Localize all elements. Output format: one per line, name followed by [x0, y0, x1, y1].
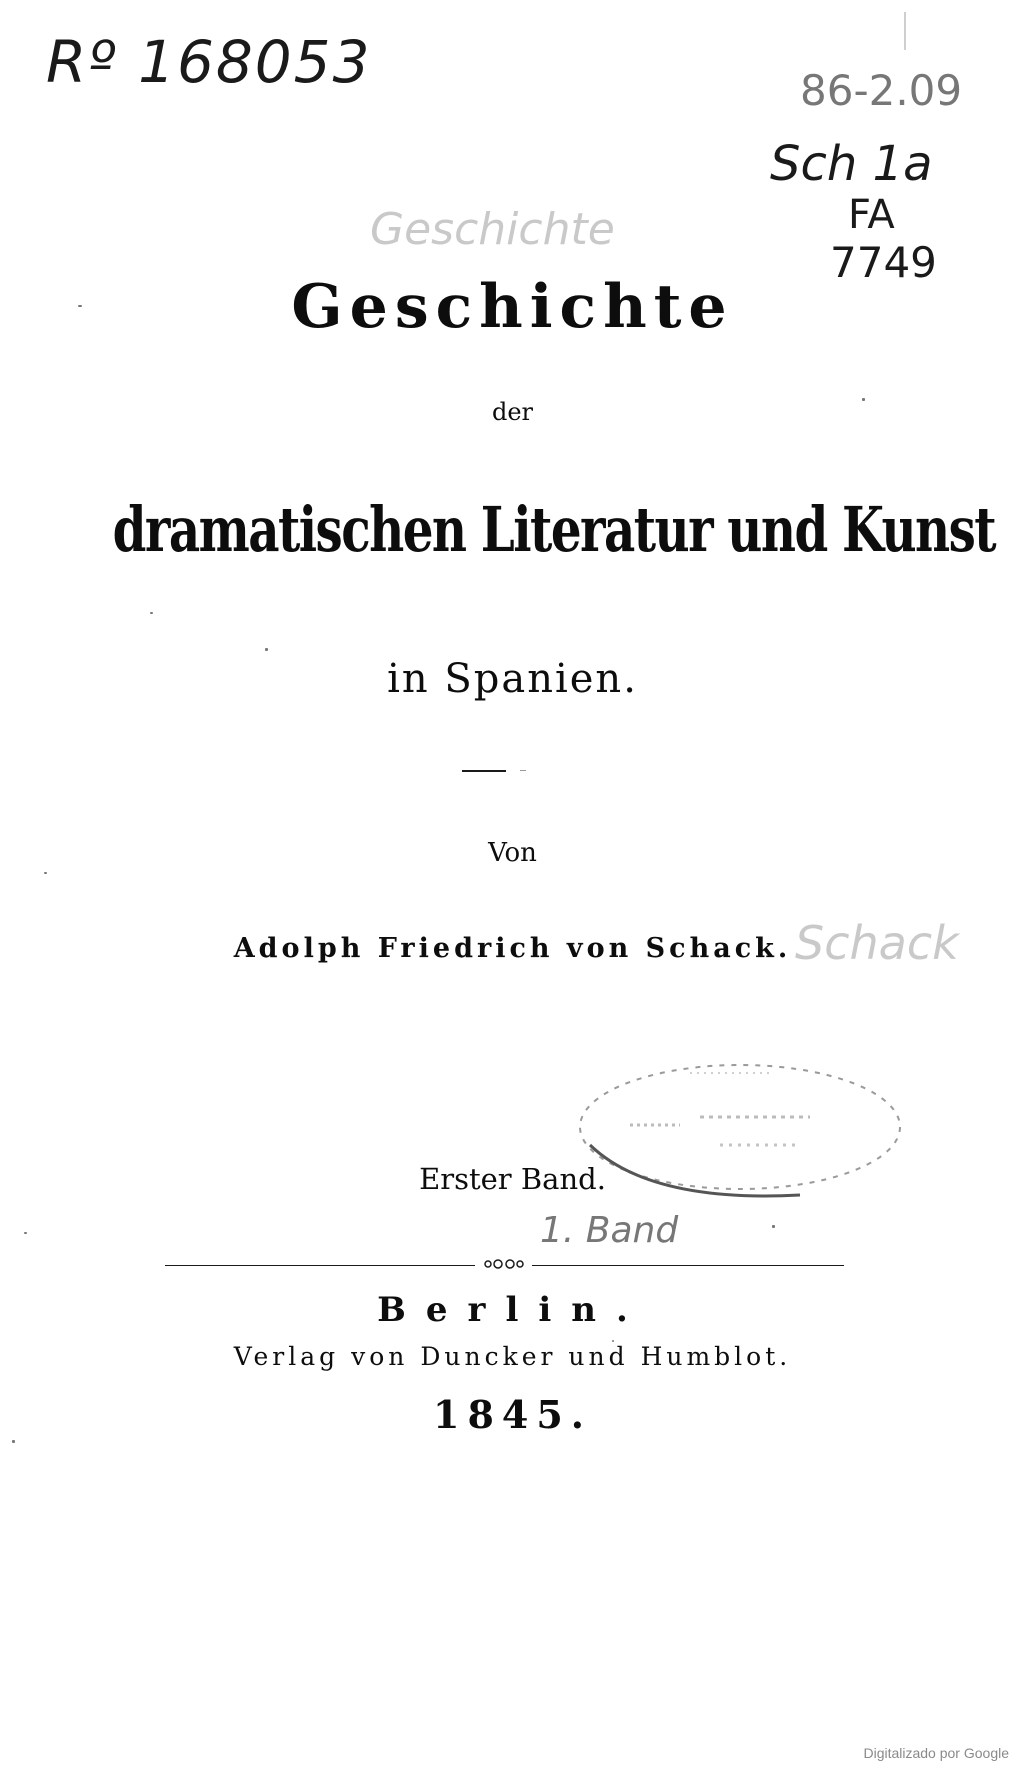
title-connector: der — [491, 398, 534, 426]
scan-speck — [612, 1340, 614, 1342]
pencil-author-note: Schack — [795, 916, 959, 970]
book-title: Geschichte — [291, 272, 734, 342]
short-divider-dot — [520, 770, 526, 771]
handwritten-shelf-mark: Sch 1a — [770, 136, 933, 192]
author-name: Adolph Friedrich von Schack. — [233, 933, 792, 964]
handwritten-fa-mark: FA — [848, 192, 895, 238]
handwritten-call-number: Rº 168053 — [46, 28, 372, 96]
pencil-title-note: Geschichte — [370, 204, 615, 255]
publication-city: Berlin. — [377, 1290, 648, 1330]
digitization-credit: Digitalizado por Google — [863, 1745, 1009, 1761]
publication-year: 1845. — [433, 1392, 592, 1437]
scan-speck — [862, 398, 865, 401]
scan-speck — [12, 1440, 15, 1443]
handwritten-number: 7749 — [830, 238, 937, 287]
handwritten-shelf-date: 86-2.09 — [800, 66, 963, 115]
scan-speck — [44, 872, 47, 874]
title-place: in Spanien. — [387, 656, 638, 702]
ornament-rule-right — [532, 1265, 844, 1266]
scan-speck — [150, 612, 153, 614]
short-divider — [462, 770, 506, 772]
pencil-tick — [904, 12, 906, 50]
by-line: Von — [488, 838, 537, 868]
publisher: Verlag von Duncker und Humblot. — [233, 1342, 792, 1371]
scan-speck — [772, 1225, 775, 1228]
ornament-rule-left — [165, 1265, 475, 1266]
pencil-volume-note: 1. Band — [540, 1210, 679, 1251]
ornament-icon — [482, 1257, 526, 1271]
volume-label: Erster Band. — [419, 1162, 606, 1196]
scan-speck — [78, 305, 82, 307]
scan-speck — [265, 648, 268, 651]
book-subtitle: dramatischen Literatur und Kunst — [112, 493, 996, 566]
scan-speck — [24, 1232, 27, 1234]
